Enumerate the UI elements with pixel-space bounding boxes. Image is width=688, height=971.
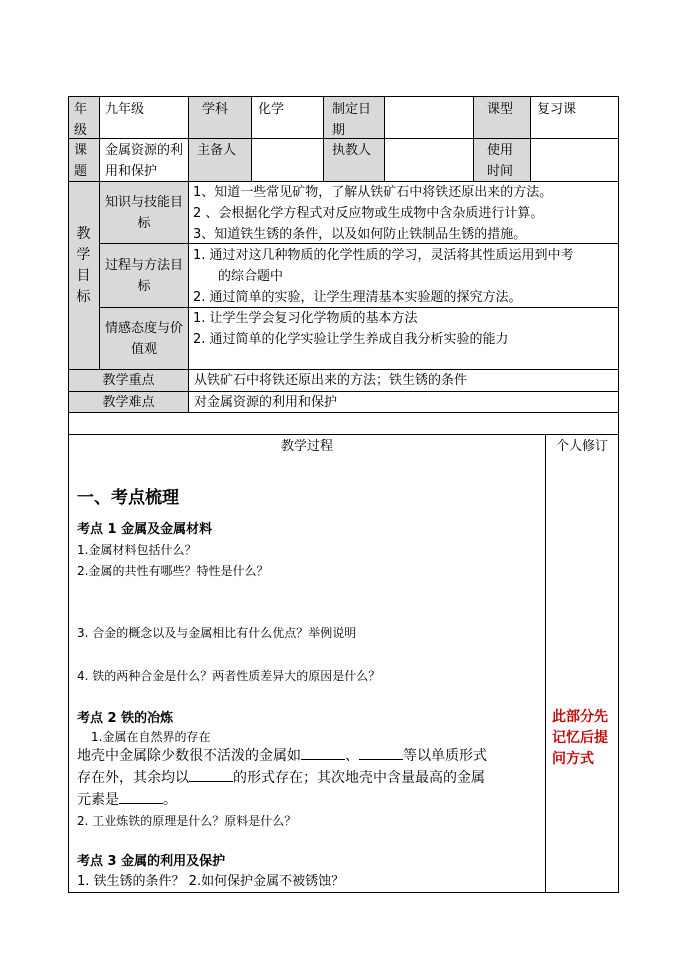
revision-label: 个人修订	[555, 439, 608, 454]
rule-v545	[545, 434, 546, 892]
rule-v530	[530, 96, 531, 181]
kp2-paragraph-line-1	[77, 745, 487, 766]
topic-value: 金属资源的利用和保护	[105, 143, 184, 179]
rule-right	[618, 96, 619, 893]
fill-blank-4[interactable]	[119, 789, 163, 804]
kp2-text-3a: 元素是	[77, 792, 119, 808]
kp3-question: 1. 铁生锈的条件？ 2.如何保护金属不被锈蚀？	[77, 874, 345, 889]
rule-v323	[323, 96, 324, 181]
type-value: 复习课	[537, 102, 577, 117]
topic-label: 课题	[74, 143, 88, 179]
rule-v188	[188, 96, 189, 412]
kp2-question-2: 2. 工业炼铁的原理是什么？原料是什么？	[77, 814, 297, 828]
rule-left	[68, 96, 69, 893]
kp2-text-3b: 。	[163, 792, 177, 808]
process-goal-item-2: 2. 通过简单的实验，让学生理清基本实验题的探究方法。	[193, 290, 522, 305]
teacher-label: 执教人	[332, 143, 372, 158]
rule-row-diff	[68, 391, 619, 392]
kp2-text-2a: 存在外，其余均以	[77, 770, 189, 786]
knowledge-item-3: 3、知道铁生锈的条件，以及如何防止铁制品生锈的措施。	[193, 227, 527, 242]
difficult-point-label: 教学难点	[102, 395, 155, 410]
rule-v384	[384, 96, 385, 181]
kp2-subtitle: 1.金属在自然界的存在	[91, 730, 211, 744]
kp2-title: 考点 2 铁的冶炼	[77, 711, 174, 726]
revision-note: 此部分先记忆后提问方式	[552, 709, 608, 767]
grade-value: 九年级	[105, 102, 145, 117]
process-goal-item-1: 1. 通过对这几种物质的化学性质的学习，灵活将其性质运用到中考	[193, 248, 574, 263]
rule-v473	[473, 96, 474, 181]
key-point-value: 从铁矿石中将铁还原出来的方法；铁生锈的条件	[194, 373, 468, 388]
usetime-label: 使用时间	[487, 143, 514, 179]
fill-blank-3[interactable]	[189, 767, 233, 782]
section-title: 一、考点梳理	[77, 488, 179, 508]
key-point-label: 教学重点	[102, 373, 155, 388]
emotion-label: 情感态度与价值观	[104, 321, 183, 357]
kp2-text-2b: 的形式存在；其次地壳中含量最高的金属	[233, 770, 485, 786]
preparer-label: 主备人	[197, 143, 237, 158]
kp1-question-1: 1.金属材料包括什么？	[77, 543, 197, 557]
emotion-item-1: 1. 让学生学会复习化学物质的基本方法	[193, 311, 418, 326]
kp3-title: 考点 3 金属的利用及保护	[77, 854, 226, 869]
rule-v99	[99, 96, 100, 369]
grade-label: 年级	[74, 102, 88, 138]
rule-obj-a	[99, 243, 619, 244]
kp2-paragraph-line-3	[77, 789, 177, 810]
emotion-item-2: 2. 通过简单的化学实验让学生养成自我分析实验的能力	[193, 332, 509, 347]
rule-obj-b	[99, 307, 619, 308]
kp1-question-3: 3. 合金的概念以及与金属相比有什么优点？举例说明	[77, 626, 357, 640]
difficult-point-value: 对金属资源的利用和保护	[194, 395, 338, 410]
subject-value: 化学	[258, 102, 285, 117]
kp1-question-2: 2.金属的共性有哪些？特性是什么？	[77, 564, 269, 578]
kp1-question-4: 4. 铁的两种合金是什么？两者性质差异大的原因是什么？	[77, 669, 381, 683]
date-label: 制定日期	[332, 102, 372, 138]
fill-blank-1[interactable]	[301, 745, 345, 760]
rule-v251	[251, 96, 252, 181]
type-label: 课型	[487, 102, 514, 117]
fill-blank-2[interactable]	[359, 745, 403, 760]
rule-row-blank	[68, 412, 619, 413]
kp2-text-1a: 地壳中金属除少数很不活泼的金属如	[77, 748, 301, 764]
rule-bottom	[68, 892, 619, 893]
rule-row-key	[68, 369, 619, 370]
kp2-text-1b: 、	[345, 748, 359, 764]
objectives-label: 教学目标	[76, 226, 91, 305]
kp1-title: 考点 1 金属及金属材料	[77, 522, 213, 537]
knowledge-item-1: 1、知道一些常见矿物，了解从铁矿石中将铁还原出来的方法。	[193, 185, 553, 200]
subject-label: 学科	[202, 102, 229, 117]
rule-row-process	[68, 434, 619, 435]
process-title: 教学过程	[280, 439, 333, 454]
kp2-text-1c: 等以单质形式	[403, 748, 487, 764]
process-goal-label: 过程与方法目标	[104, 258, 183, 294]
knowledge-label: 知识与技能目标	[104, 195, 183, 231]
knowledge-item-2: 2 、会根据化学方程式对反应物或生成物中含杂质进行计算。	[193, 206, 544, 221]
process-goal-item-1-cont: 的综合题中	[218, 269, 284, 284]
rule-top	[68, 96, 619, 97]
kp2-paragraph-line-2	[77, 767, 485, 788]
